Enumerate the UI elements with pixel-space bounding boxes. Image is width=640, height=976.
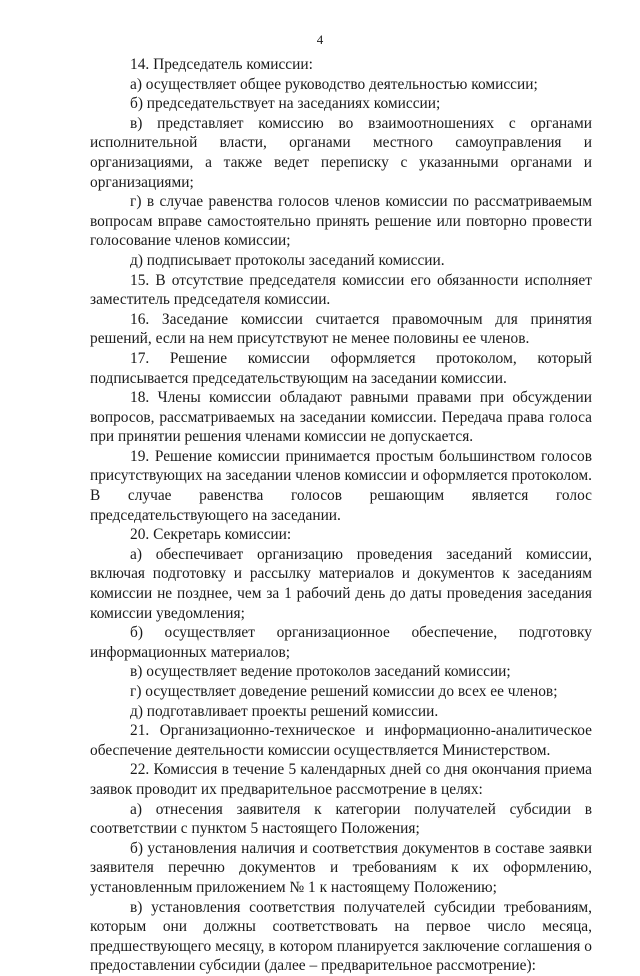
paragraph-20v: в) осуществляет ведение протоколов заседаний комиссии; [130,663,511,681]
paragraph-15: 15. В отсутствие председателя комиссии его обязанности исполняет заместитель председателя комиссии. [90,271,592,309]
paragraph-22a: а) отнесения заявителя к категории получателей субсидии в соответствии с пунктом 5 настоящего Положения; [90,800,592,838]
page-number: 4 [316,32,324,47]
paragraph-14: 14. Председатель комиссии: [130,56,313,73]
paragraph-20a: а) обеспечивает организацию проведения заседаний комиссии, включая подготовку и рассылку материалов и документов к заседаниям комиссии не позднее, чем за 1 рабочий день до даты проведения заседания комиссии уведомления; [90,545,592,622]
paragraph-21: 21. Организационно-техническое и информационно-аналитическое обеспечение деятельности комиссии осуществляется Министерством. [90,722,592,759]
paragraph-17: 17. Решение комиссии оформляется протоколом, который подписывается председательствующим на заседании комиссии. [90,349,592,387]
paragraph-20b: б) осуществляет организационное обеспечение, подготовку информационных материалов; [90,624,592,661]
paragraph-20: 20. Секретарь комиссии: [130,526,292,544]
paragraph-14g: г) в случае равенства голосов членов комиссии по рассматриваемым вопросам вправе самостоятельно принять решение или повторно провести голосование членов комиссии; [90,193,592,250]
paragraph-22b: б) установления наличия и соответствия документов в составе заявки заявителя перечню документов и требованиям к их оформлению, установленным приложением № 1 к настоящему Положению; [90,839,592,896]
paragraph-14v: в) представляет комиссию во взаимоотношениях с органами исполнительной власти, органами местного самоуправления и организациями, а также ведет переписку с указанными органами и организациями; [90,114,592,191]
paragraph-14d: д) подписывает протоколы заседаний комиссии. [130,251,445,269]
paragraph-22v: в) установления соответствия получателей субсидии требованиям, которым они должны соответствовать на первое число месяца, предшествующего месяцу, в котором планируется заключение соглашения о предоставлении субсидии (далее – предварительное рассмотрение): [90,898,592,975]
paragraph-16: 16. Заседание комиссии считается правомочным для принятия решений, если на нем присутствуют не менее половины ее членов. [90,310,592,348]
paragraph-18: 18. Члены комиссии обладают равными правами при обсуждении вопросов, рассматриваемых на заседании комиссии. Передача права голоса при принятии решения членами комиссии не допускается. [90,389,592,446]
document-body [90,55,592,976]
paragraph-19: 19. Решение комиссии принимается простым большинством голосов присутствующих на заседании членов комиссии и оформляется протоколом. В случае равенства голосов решающим является голос председательствующего на заседании. [90,447,592,524]
paragraph-14b: б) председательствует на заседаниях комиссии; [130,95,441,113]
paragraph-20g: г) осуществляет доведение решений комиссии до всех ее членов; [130,683,558,700]
paragraph-20d: д) подготавливает проекты решений комиссии. [130,702,439,720]
paragraph-22: 22. Комиссия в течение 5 календарных дней со дня окончания приема заявок проводит их предварительное рассмотрение в целях: [90,761,592,798]
paragraph-14a: а) осуществляет общее руководство деятельностью комиссии; [130,75,538,93]
